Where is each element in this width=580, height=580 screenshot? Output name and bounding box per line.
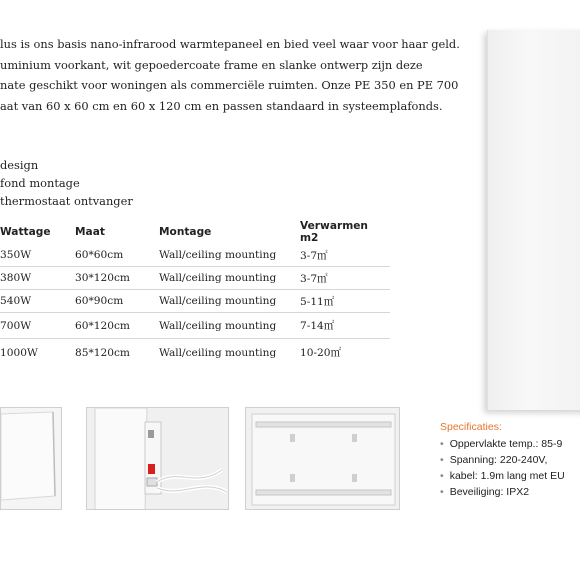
- table-header-row: [0, 220, 390, 244]
- spec-text: kabel: 1.9m lang met EU: [449, 470, 565, 482]
- column-header-wattage: Wattage: [0, 226, 51, 238]
- feature-list: [0, 156, 133, 210]
- intro-paragraph: [0, 34, 470, 116]
- specs-list: [440, 436, 565, 500]
- cell-maat: 60*90cm: [75, 290, 159, 313]
- cell-montage: Wall/ceiling mounting: [159, 267, 300, 290]
- product-table: [0, 220, 390, 366]
- thumbnail-panel-back: [245, 407, 400, 510]
- cell-verwarmen: 5-11㎡: [300, 290, 390, 313]
- cell-verwarmen: 3-7㎡: [300, 267, 390, 290]
- panel-back-illustration: [246, 408, 400, 510]
- bullet-icon: •: [440, 486, 444, 498]
- connector-illustration: [87, 408, 229, 510]
- list-item: [440, 468, 565, 484]
- feature-item: fond montage: [0, 176, 80, 190]
- table-row: [0, 339, 390, 367]
- thumbnail-connector: [86, 407, 229, 510]
- list-item: [440, 484, 565, 500]
- bullet-icon: •: [440, 438, 444, 450]
- list-item: [440, 436, 565, 452]
- cell-montage: Wall/ceiling mounting: [159, 244, 300, 267]
- cell-wattage: 350W: [0, 244, 75, 267]
- cell-verwarmen: 10-20㎡: [300, 347, 342, 359]
- thumbnail-panel-corner: [0, 407, 62, 510]
- cell-maat: 60*120cm: [75, 313, 159, 339]
- table-row: [0, 290, 390, 313]
- column-header-verwarmen: Verwarmen m2: [300, 220, 368, 244]
- feature-item: thermostaat ontvanger: [0, 194, 133, 208]
- bullet-icon: •: [440, 454, 444, 466]
- cell-verwarmen: 3-7㎡: [300, 244, 390, 267]
- intro-line: nate geschikt voor woningen als commerciële ruimten. Onze PE 350 en PE 700: [0, 78, 459, 92]
- cell-maat: 60*60cm: [75, 244, 159, 267]
- table-row: [0, 267, 390, 290]
- column-header-montage: Montage: [159, 226, 212, 238]
- column-header-maat: Maat: [75, 226, 105, 238]
- cell-wattage: 380W: [0, 267, 75, 290]
- panel-corner-illustration: [1, 408, 62, 510]
- bullet-icon: •: [440, 470, 444, 482]
- product-panel-image: [487, 30, 580, 410]
- intro-line: lus is ons basis nano-infrarood warmtepaneel en bied veel waar voor haar geld.: [0, 37, 460, 51]
- cell-wattage: 700W: [0, 313, 75, 339]
- spec-text: Oppervlakte temp.: 85-9: [449, 438, 563, 450]
- intro-line: uminium voorkant, wit gepoedercoate frame en slanke ontwerp zijn deze: [0, 57, 423, 72]
- spec-text: Beveiliging: IPX2: [449, 486, 530, 498]
- list-item: [440, 452, 565, 468]
- intro-line: aat van 60 x 60 cm en 60 x 120 cm en passen standaard in systeemplafonds.: [0, 98, 443, 113]
- spec-text: Spanning: 220-240V,: [449, 454, 548, 466]
- feature-item: design: [0, 158, 39, 172]
- cell-montage: Wall/ceiling mounting: [159, 290, 300, 313]
- cell-wattage: 540W: [0, 290, 75, 313]
- cell-montage: Wall/ceiling mounting: [159, 313, 300, 339]
- cell-verwarmen: 7-14㎡: [300, 313, 390, 339]
- cell-montage: Wall/ceiling mounting: [159, 346, 277, 359]
- cell-maat: 30*120cm: [75, 267, 159, 290]
- table-row: [0, 244, 390, 267]
- specs-title: Specificaties:: [440, 421, 502, 433]
- table-row: [0, 313, 390, 339]
- cell-wattage: 1000W: [0, 346, 38, 359]
- cell-maat: 85*120cm: [75, 346, 130, 359]
